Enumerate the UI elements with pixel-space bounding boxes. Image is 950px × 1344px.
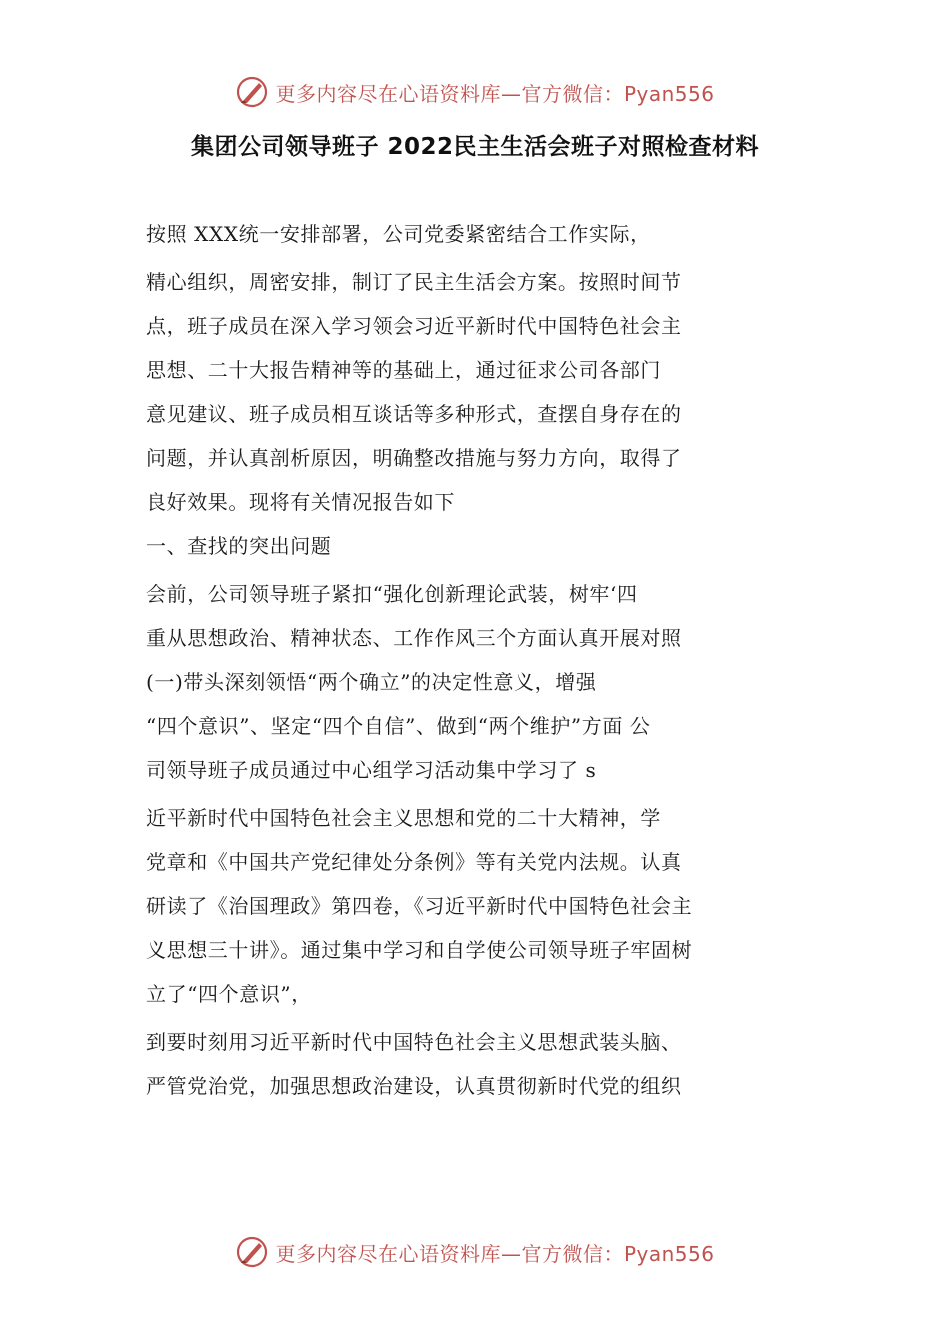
body-line: 立了“四个意识”， <box>146 982 312 1006</box>
body-line: 重从思想政治、精神状态、工作作风三个方面认真开展对照 <box>146 626 682 650</box>
body-line: 良好效果。现将有关情况报告如下 <box>146 490 455 514</box>
body-line: 义思想三十讲》。通过集中学习和自学使公司领导班子牢固树 <box>146 938 693 962</box>
watermark-text: 更多内容尽在心语资料库—官方微信：Pyan556 <box>275 1241 715 1266</box>
body-line: 严管党治党，加强思想政治建设，认真贯彻新时代党的组织 <box>146 1074 682 1098</box>
body-line: 意见建议、班子成员相互谈话等多种形式，查摆自身存在的 <box>146 402 682 426</box>
body-line: “四个意识”、坚定“四个自信”、做到“两个维护”方面 公 <box>146 714 651 738</box>
body-line: 思想、二十大报告精神等的基础上，通过征求公司各部门 <box>146 358 661 382</box>
document-title: 集团公司领导班子 2022民主生活会班子对照检查材料 <box>190 134 760 160</box>
body-line: 精心组织，周密安排，制订了民主生活会方案。按照时间节 <box>146 270 682 294</box>
pen-seal-icon <box>235 75 269 109</box>
subsection-heading: (一)带头深刻领悟“两个确立”的决定性意义，增强 <box>146 670 597 694</box>
body-line: 问题，并认真剖析原因，明确整改措施与努力方向，取得了 <box>146 446 682 470</box>
body-line: 会前，公司领导班子紧扣“强化创新理论武装，树牢‘四 <box>146 582 638 606</box>
body-line: 点，班子成员在深入学习领会习近平新时代中国特色社会主 <box>146 314 682 338</box>
watermark-text: 更多内容尽在心语资料库—官方微信：Pyan556 <box>275 81 715 106</box>
body-line: 研读了《治国理政》第四卷，《习近平新时代中国特色社会主 <box>146 894 693 918</box>
body-line: 近平新时代中国特色社会主义思想和党的二十大精神，学 <box>146 806 661 830</box>
body-line: 到要时刻用习近平新时代中国特色社会主义思想武装头脑、 <box>146 1030 682 1054</box>
document-body <box>146 212 746 1108</box>
pen-seal-icon <box>235 1235 269 1269</box>
body-line: 按照 XXX统一安排部署，公司党委紧密结合工作实际， <box>146 222 651 246</box>
body-line: 党章和《中国共产党纪律处分条例》等有关党内法规。认真 <box>146 850 682 874</box>
watermark-banner-top <box>0 72 950 112</box>
section-heading: 一、查找的突出问题 <box>146 534 332 558</box>
body-line: 司领导班子成员通过中心组学习活动集中学习了 s <box>146 758 597 782</box>
watermark-banner-bottom <box>0 1232 950 1272</box>
